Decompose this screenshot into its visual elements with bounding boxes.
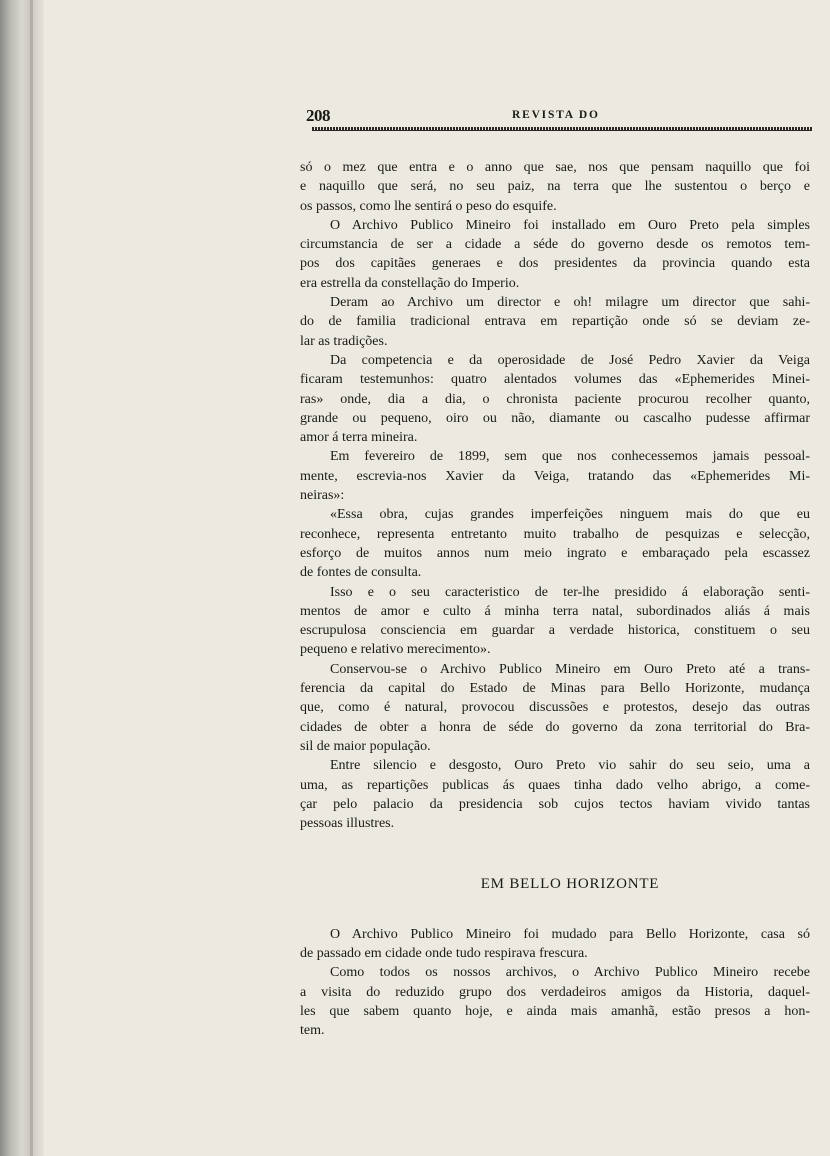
text-line: mente, escrevia-nos Xavier da Veiga, tratando das «Ephemerides Mi- <box>300 468 810 484</box>
section-paragraphs <box>300 925 810 1041</box>
text-line: do de familia tradicional entrava em repartição onde só se deviam ze- <box>300 314 810 330</box>
text-line: só o mez que entra e o anno que sae, nos que pensam naquillo que foi <box>300 160 810 175</box>
text-line: O Archivo Publico Mineiro foi mudado para Bello Horizonte, casa só <box>330 926 810 942</box>
text-line: os passos, como lhe sentirá o peso do esquife. <box>300 198 557 214</box>
paragraph <box>300 756 810 833</box>
text-line: tem. <box>300 1023 325 1039</box>
text-line: Isso e o seu caracteristico de ter-lhe presidido á elaboração senti- <box>330 584 810 600</box>
text-line: Conservou-se o Archivo Publico Mineiro em Ouro Preto até a trans- <box>330 661 810 677</box>
paragraph <box>300 925 810 964</box>
text-line: O Archivo Publico Mineiro foi installado em Ouro Preto pela simples <box>330 217 810 233</box>
page-number: 208 <box>306 106 330 125</box>
text-line: Da competencia e da operosidade de José Pedro Xavier da Veiga <box>330 352 810 368</box>
text-line: ras» onde, dia a dia, o chronista paciente procurou recolher quanto, <box>300 391 810 407</box>
paragraph <box>300 351 810 447</box>
text-line: de fontes de consulta. <box>300 565 422 581</box>
text-line: Como todos os nossos archivos, o Archivo Publico Mineiro recebe <box>330 965 810 981</box>
text-line: ficaram testemunhos: quatro alentados volumes das «Ephemerides Minei- <box>300 372 810 388</box>
body-text <box>300 158 810 1040</box>
text-line: Entre silencio e desgosto, Ouro Preto vio sahir do seu seio, uma a <box>330 758 810 774</box>
gutter-shadow-line <box>30 0 33 1156</box>
text-line: «Essa obra, cujas grandes imperfeições ninguem mais do que eu <box>330 507 810 523</box>
book-binding-gutter <box>0 0 44 1156</box>
text-line: era estrella da constellação do Imperio. <box>300 275 520 291</box>
paragraph <box>300 293 810 351</box>
main-paragraphs <box>300 158 810 833</box>
text-line: escrupulosa consciencia em guardar a verdade historica, constituem o seu <box>300 623 810 639</box>
text-line: uma, as repartições publicas ás quaes tinha dado velho abrigo, a come- <box>300 777 810 793</box>
text-line: Deram ao Archivo um director e oh! milagre um director que sahi- <box>330 295 810 311</box>
text-line: ferencia da capital do Estado de Minas para Bello Horizonte, mudança <box>300 681 810 697</box>
text-line: pequeno e relativo merecimento». <box>300 642 491 658</box>
paragraph <box>300 963 810 1040</box>
text-line: e naquillo que será, no seu paiz, na terra que lhe sustentou o berço e <box>300 179 810 195</box>
text-line: lar as tradições. <box>300 333 388 349</box>
text-line: de passado em cidade onde tudo respirava frescura. <box>300 945 588 961</box>
paragraph <box>300 583 810 660</box>
text-line: mentos de amor e culto á minha terra natal, subordinados aliás á mais <box>300 603 810 619</box>
text-line: a visita do reduzido grupo dos verdadeiros amigos da Historia, daquel- <box>300 984 810 1000</box>
text-line: sil de maior população. <box>300 738 431 754</box>
paragraph <box>300 660 810 756</box>
running-title: REVISTA DO <box>512 109 600 121</box>
section-heading: EM BELLO HORIZONTE <box>480 876 660 893</box>
text-line: neiras»: <box>300 488 345 504</box>
text-line: cidades de obter a honra de séde do governo da zona territorial do Bra- <box>300 719 810 735</box>
book-page <box>300 98 820 1039</box>
text-line: esforço de muitos annos num meio ingrato e embaraçado pela escassez <box>300 545 810 561</box>
text-line: çar pelo palacio da presidencia sob cujos tectos haviam vivido tantas <box>300 796 810 812</box>
text-line: Em fevereiro de 1899, sem que nos conhecessemos jamais pessoal- <box>330 449 810 465</box>
paragraph <box>300 505 810 582</box>
text-line: les que sabem quanto hoje, e ainda mais amanhã, estão presos a hon- <box>300 1003 810 1019</box>
running-head <box>300 98 820 128</box>
text-line: que, como é natural, provocou discussões e protestos, desejo das outras <box>300 700 810 716</box>
text-line: amor á terra mineira. <box>300 430 418 446</box>
text-line: pessoas illustres. <box>300 816 395 832</box>
text-line: reconhece, representa entretanto muito trabalho de pesquizas e selecção, <box>300 526 810 542</box>
text-line: pos dos capitães generaes e dos presidentes da provincia quando esta <box>300 256 810 272</box>
paragraph <box>300 158 810 216</box>
paragraph <box>300 216 810 293</box>
text-line: grande ou pequeno, oiro ou não, diamante ou cascalho pudesse affirmar <box>300 410 810 426</box>
header-rule <box>312 127 812 131</box>
paragraph <box>300 447 810 505</box>
text-line: circumstancia de ser a cidade a séde do governo desde os remotos tem- <box>300 237 810 253</box>
